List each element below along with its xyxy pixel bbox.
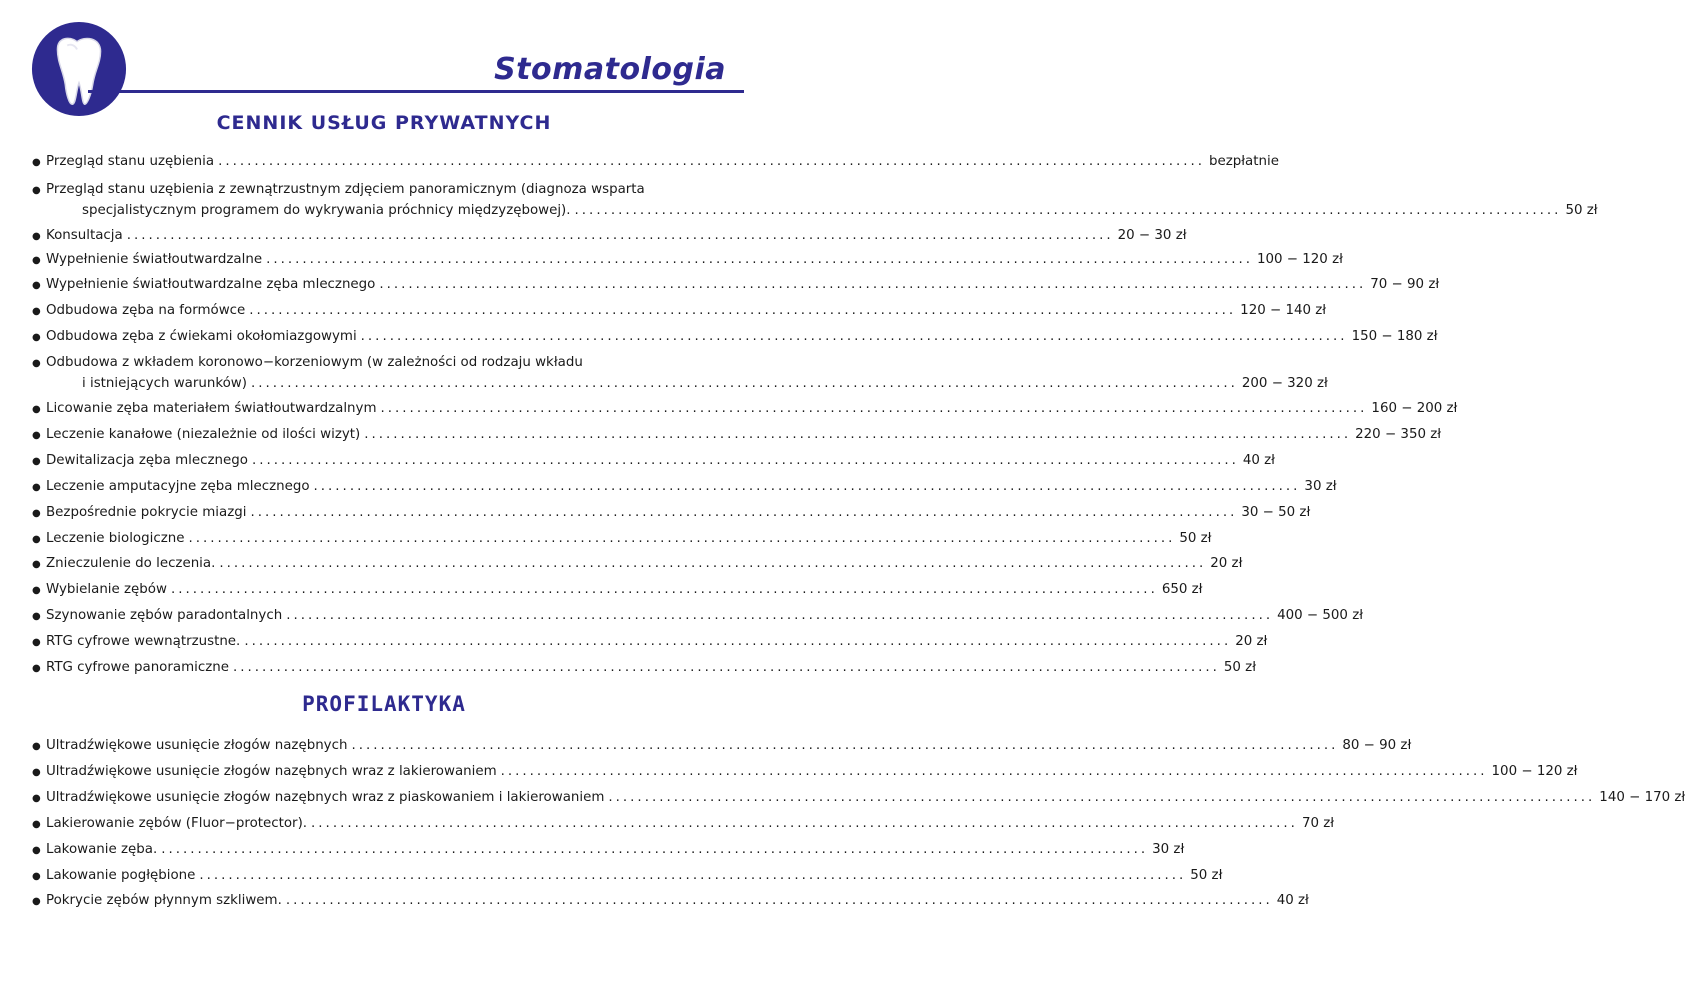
- list-item: ● Bezpośrednie pokrycie miazgi ........................................................................................................................................ 30 − 50 zł: [32, 503, 732, 524]
- price: 140 − 170 zł: [1599, 790, 1685, 805]
- dot-leader: ........................................................................................................................................: [311, 816, 1298, 831]
- price: 50 zł: [1179, 531, 1212, 546]
- list-item: ● Leczenie biologiczne ........................................................................................................................................ 50 zł: [32, 529, 732, 550]
- bullet-icon: ●: [32, 430, 41, 441]
- list-item: ● Odbudowa zęba na formówce ........................................................................................................................................ 120 − 140 zł: [32, 301, 732, 322]
- price: 650 zł: [1161, 582, 1203, 597]
- bullet-icon: ●: [32, 534, 41, 545]
- bullet-icon: ●: [32, 611, 41, 622]
- bullet-icon: ●: [32, 508, 41, 519]
- list-item: ● Ultradźwiękowe usunięcie złogów nazębnych ........................................................................................................................................ 80 − 90 zł: [32, 736, 732, 757]
- price: 160 − 200 zł: [1371, 401, 1458, 416]
- price: 150 − 180 zł: [1351, 329, 1438, 344]
- bullet-icon: ●: [32, 767, 41, 778]
- dot-leader: ........................................................................................................................................: [608, 790, 1596, 805]
- list-item: ● RTG cyfrowe panoramiczne ........................................................................................................................................ 50 zł: [32, 658, 732, 679]
- price: 40 zł: [1242, 453, 1275, 468]
- price: 30 zł: [1152, 842, 1185, 857]
- list-item: ● Lakowanie zęba. ........................................................................................................................................ 30 zł: [32, 840, 732, 861]
- tooth-icon: [30, 20, 128, 118]
- list-item: ● Wypełnienie światłoutwardzalne ........................................................................................................................................ 100 − 120 zł: [32, 250, 732, 271]
- bullet-icon: ●: [32, 819, 41, 830]
- price: 50 zł: [1223, 660, 1257, 675]
- bullet-icon: ●: [32, 741, 41, 752]
- list-item: ● Konsultacja ........................................................................................................................................ 20 − 30 zł: [32, 226, 732, 247]
- dot-leader: ........................................................................................................................................: [379, 277, 1367, 292]
- price: 20 − 30 zł: [1117, 228, 1187, 243]
- bullet-icon: ●: [32, 663, 41, 674]
- list-item: ● Leczenie kanałowe (niezależnie od ilości wizyt) ........................................................................................................................................ 220 − 350 zł: [32, 425, 732, 446]
- dot-leader: ........................................................................................................................................: [232, 660, 1220, 675]
- dot-leader: ........................................................................................................................................: [380, 401, 1368, 416]
- dot-leader: ........................................................................................................................................: [285, 893, 1273, 908]
- list-item: ● Odbudowa z wkładem koronowo−korzeniowym (w zależności od rodzaju wkładu i istniejących warunków) ........................................................................................................................................ 200 − 320 zł: [32, 353, 732, 394]
- bullet-icon: ●: [32, 896, 41, 907]
- bullet-icon: ●: [32, 306, 41, 317]
- list-item: ● Licowanie zęba materiałem światłoutwardzalnym ........................................................................................................................................ 160 − 200 zł: [32, 399, 732, 420]
- list-item: ● Lakowanie pogłębione ........................................................................................................................................ 50 zł: [32, 866, 732, 887]
- bullet-icon: ●: [32, 456, 41, 467]
- bullet-icon: ●: [32, 157, 41, 168]
- list-item: ● Przegląd stanu uzębienia z zewnątrzustnym zdjęciem panoramicznym (diagnoza wsparta specjalistycznym programem do wykrywania próchnicy międzyzębowej). ........................................................................................................................................ 50 zł: [32, 180, 732, 221]
- dot-leader: ........................................................................................................................................: [188, 531, 1176, 546]
- dot-leader: ........................................................................................................................................: [251, 453, 1239, 468]
- bullet-icon: ●: [32, 255, 41, 266]
- list-item: ● Dewitalizacja zęba mlecznego ........................................................................................................................................ 40 zł: [32, 451, 732, 472]
- dot-leader: ........................................................................................................................................: [500, 764, 1488, 779]
- list-item: ● RTG cyfrowe wewnątrzustne. ........................................................................................................................................ 20 zł: [32, 632, 732, 653]
- list-item: ● Leczenie amputacyjne zęba mlecznego ........................................................................................................................................ 30 zł: [32, 477, 732, 498]
- bullet-icon: ●: [32, 231, 41, 242]
- list-item: ● Wypełnienie światłoutwardzalne zęba mlecznego ........................................................................................................................................ 70 − 90 zł: [32, 275, 732, 296]
- dot-leader: ........................................................................................................................................: [170, 582, 1158, 597]
- price: 20 zł: [1210, 556, 1243, 571]
- bullet-icon: ●: [32, 404, 41, 415]
- dot-leader: ........................................................................................................................................: [161, 842, 1149, 857]
- dot-leader: ........................................................................................................................................: [218, 154, 1205, 169]
- dot-leader: ........................................................................................................................................: [244, 634, 1232, 649]
- bullet-icon: ●: [32, 185, 41, 196]
- price: 20 zł: [1235, 634, 1268, 649]
- bullet-icon: ●: [32, 482, 41, 493]
- dot-leader: ........................................................................................................................................: [574, 203, 1562, 218]
- list-item: ● Lakierowanie zębów (Fluor−protector). ........................................................................................................................................ 70 zł: [32, 814, 732, 835]
- price: bezpłatnie: [1208, 154, 1279, 169]
- price: 120 − 140 zł: [1240, 303, 1327, 318]
- bullet-icon: ●: [32, 845, 41, 856]
- section-title-prophylaxis: PROFILAKTYKA: [302, 692, 466, 716]
- price: 220 − 350 zł: [1355, 427, 1442, 442]
- dot-leader: ........................................................................................................................................: [126, 228, 1114, 243]
- list-item: ● Odbudowa zęba z ćwiekami okołomiazgowymi ........................................................................................................................................ 150 − 180 zł: [32, 327, 732, 348]
- dot-leader: ........................................................................................................................................: [249, 303, 1237, 318]
- price: 80 − 90 zł: [1342, 738, 1412, 753]
- dot-leader: ........................................................................................................................................: [286, 608, 1274, 623]
- dot-leader: ........................................................................................................................................: [199, 868, 1187, 883]
- price: 200 − 320 zł: [1241, 376, 1328, 391]
- dot-leader: ........................................................................................................................................: [266, 252, 1253, 267]
- bullet-icon: ●: [32, 358, 41, 369]
- dot-leader: ........................................................................................................................................: [219, 556, 1207, 571]
- list-item: ● Ultradźwiękowe usunięcie złogów nazębnych wraz z piaskowaniem i lakierowaniem ........................................................................................................................................ 140 − 170 zł: [32, 788, 732, 809]
- bullet-icon: ●: [32, 559, 41, 570]
- price-list-title: CENNIK USŁUG PRYWATNYCH: [216, 112, 552, 134]
- price: 400 − 500 zł: [1277, 608, 1364, 623]
- price: 30 − 50 zł: [1241, 505, 1311, 520]
- price: 100 − 120 zł: [1491, 764, 1578, 779]
- price: 70 − 90 zł: [1370, 277, 1440, 292]
- price: 70 zł: [1301, 816, 1335, 831]
- list-item: ● Pokrycie zębów płynnym szkliwem. ........................................................................................................................................ 40 zł: [32, 891, 732, 912]
- dot-leader: ........................................................................................................................................: [250, 505, 1238, 520]
- price: 100 − 120 zł: [1256, 252, 1343, 267]
- dot-leader: ........................................................................................................................................: [250, 376, 1238, 391]
- bullet-icon: ●: [32, 585, 41, 596]
- bullet-icon: ●: [32, 793, 41, 804]
- list-item: ● Wybielanie zębów ........................................................................................................................................ 650 zł: [32, 580, 732, 601]
- bullet-icon: ●: [32, 280, 41, 291]
- price: 30 zł: [1304, 479, 1337, 494]
- list-item: ● Znieczulenie do leczenia. ........................................................................................................................................ 20 zł: [32, 554, 732, 575]
- bullet-icon: ●: [32, 332, 41, 343]
- bullet-icon: ●: [32, 871, 41, 882]
- dot-leader: ........................................................................................................................................: [351, 738, 1339, 753]
- bullet-icon: ●: [32, 637, 41, 648]
- header-rule: [88, 90, 744, 93]
- dot-leader: ........................................................................................................................................: [360, 329, 1348, 344]
- list-item: ● Przegląd stanu uzębienia ........................................................................................................................................ bezpłatnie: [32, 152, 732, 173]
- brand-title: Stomatologia: [494, 52, 726, 87]
- dot-leader: ........................................................................................................................................: [313, 479, 1301, 494]
- list-item: ● Szynowanie zębów paradontalnych ........................................................................................................................................ 400 − 500 zł: [32, 606, 732, 627]
- price: 40 zł: [1276, 893, 1309, 908]
- price: 50 zł: [1565, 203, 1598, 218]
- dot-leader: ........................................................................................................................................: [364, 427, 1352, 442]
- price: 50 zł: [1190, 868, 1223, 883]
- list-item: ● Ultradźwiękowe usunięcie złogów nazębnych wraz z lakierowaniem ........................................................................................................................................ 100 − 120 zł: [32, 762, 732, 783]
